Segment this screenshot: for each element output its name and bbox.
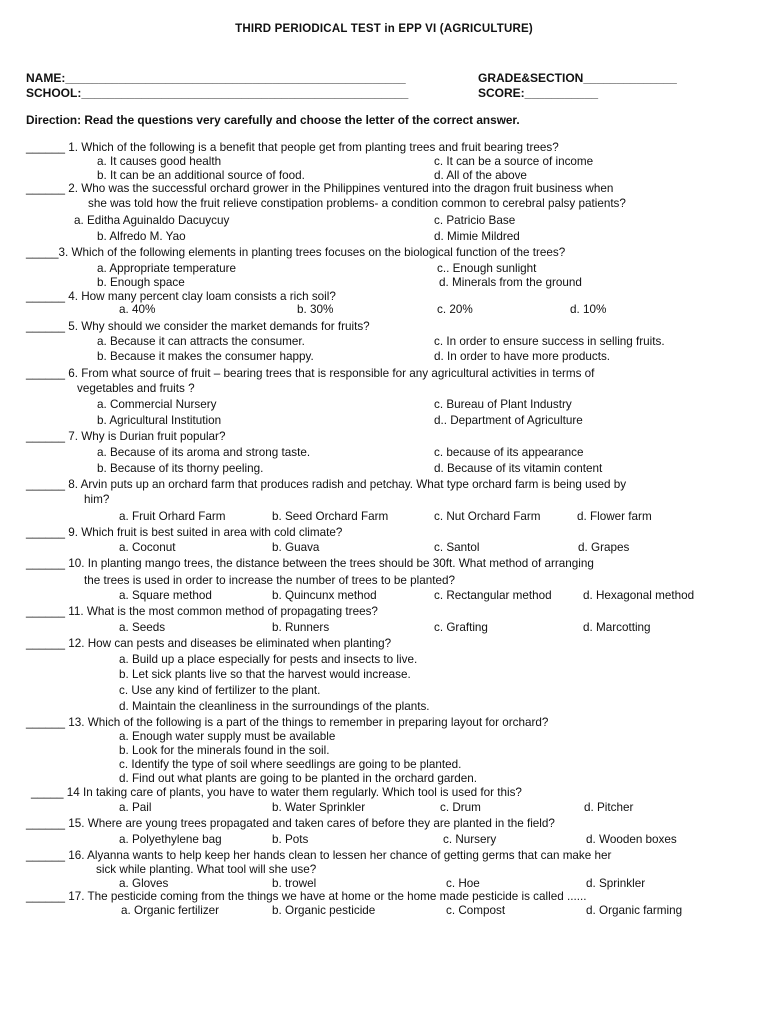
choice-d[interactable]: d. Maintain the cleanliness in the surroundings of the plants. bbox=[119, 700, 430, 713]
choice-c[interactable]: c. Drum bbox=[440, 801, 481, 814]
choice-b[interactable]: b. Look for the minerals found in the soil. bbox=[119, 744, 330, 757]
question-text: _____ 14 In taking care of plants, you have to water them regularly. Which tool is used for this? bbox=[31, 786, 522, 799]
choice-d[interactable]: d. Grapes bbox=[578, 541, 630, 554]
question-text-continued: she was told how the fruit relieve constipation problems- a condition common to cerebral palsy patients? bbox=[88, 197, 626, 210]
score-field[interactable]: SCORE:___________ bbox=[478, 86, 599, 100]
question-text: ______ 4. How many percent clay loam consists a rich soil? bbox=[26, 290, 336, 303]
choice-b[interactable]: b. Organic pesticide bbox=[272, 904, 376, 917]
choice-c[interactable]: c. because of its appearance bbox=[434, 446, 584, 459]
choice-a[interactable]: a. Coconut bbox=[119, 541, 176, 554]
question-text-continued: vegetables and fruits ? bbox=[77, 382, 195, 395]
question-text: _____3. Which of the following elements in planting trees focuses on the biological function of the trees? bbox=[26, 246, 566, 259]
choice-d[interactable]: d. Organic farming bbox=[586, 904, 683, 917]
choice-d[interactable]: d. All of the above bbox=[434, 169, 527, 182]
choice-d[interactable]: d. In order to have more products. bbox=[434, 350, 611, 363]
choice-b[interactable]: b. Because it makes the consumer happy. bbox=[97, 350, 314, 363]
choice-a[interactable]: a. Polyethylene bag bbox=[119, 833, 222, 846]
choice-b[interactable]: b. Quincunx method bbox=[272, 589, 377, 602]
choice-c[interactable]: c. Nursery bbox=[443, 833, 497, 846]
choice-c[interactable]: c. Grafting bbox=[434, 621, 488, 634]
choice-b[interactable]: b. Seed Orchard Farm bbox=[272, 510, 389, 523]
question-text: ______ 5. Why should we consider the market demands for fruits? bbox=[26, 320, 370, 333]
choice-d[interactable]: d. Minerals from the ground bbox=[439, 276, 582, 289]
choice-a[interactable]: a. Pail bbox=[119, 801, 152, 814]
choice-c[interactable]: c. It can be a source of income bbox=[434, 155, 594, 168]
name-field[interactable]: NAME:___________________________________________________ bbox=[26, 71, 406, 85]
choice-c[interactable]: c. Nut Orchard Farm bbox=[434, 510, 541, 523]
question-text: ______ 13. Which of the following is a part of the things to remember in preparing layout for orchard? bbox=[26, 716, 549, 729]
choice-b[interactable]: b. Runners bbox=[272, 621, 330, 634]
choice-b[interactable]: b. Because of its thorny peeling. bbox=[97, 462, 264, 475]
choice-a[interactable]: a. Square method bbox=[119, 589, 212, 602]
choice-d[interactable]: d.. Department of Agriculture bbox=[434, 414, 583, 427]
question-text: ______ 2. Who was the successful orchard grower in the Philippines ventured into the dragon fruit business when bbox=[26, 182, 614, 195]
question-text: ______ 8. Arvin puts up an orchard farm that produces radish and petchay. What type orchard farm is being used by bbox=[26, 478, 627, 491]
choice-b[interactable]: b. Water Sprinkler bbox=[272, 801, 366, 814]
choice-a[interactable]: a. Organic fertilizer bbox=[121, 904, 220, 917]
question-text: ______ 15. Where are young trees propagated and taken cares of before they are planted in the field? bbox=[26, 817, 555, 830]
choice-a[interactable]: a. Commercial Nursery bbox=[97, 398, 217, 411]
choice-d[interactable]: d. Sprinkler bbox=[586, 877, 646, 890]
choice-c[interactable]: c.. Enough sunlight bbox=[437, 262, 537, 275]
choice-d[interactable]: d. Because of its vitamin content bbox=[434, 462, 603, 475]
question-text: ______ 16. Alyanna wants to help keep her hands clean to lessen her chance of getting germs that can make her bbox=[26, 849, 612, 862]
choice-b[interactable]: b. 30% bbox=[297, 303, 334, 316]
choice-c[interactable]: c. 20% bbox=[437, 303, 473, 316]
page-title: THIRD PERIODICAL TEST in EPP VI (AGRICULTURE) bbox=[235, 23, 533, 35]
choice-d[interactable]: d. Wooden boxes bbox=[586, 833, 677, 846]
question-text-continued: him? bbox=[84, 493, 110, 506]
choice-a[interactable]: a. Enough water supply must be available bbox=[119, 730, 336, 743]
question-text: ______ 7. Why is Durian fruit popular? bbox=[26, 430, 226, 443]
choice-a[interactable]: a. Because it can attracts the consumer. bbox=[97, 335, 305, 348]
choice-b[interactable]: b. Agricultural Institution bbox=[97, 414, 222, 427]
question-text: ______ 9. Which fruit is best suited in area with cold climate? bbox=[26, 526, 343, 539]
question-text: ______ 6. From what source of fruit – bearing trees that is responsible for any agricultural activities in terms of bbox=[26, 367, 595, 380]
choice-d[interactable]: d. Flower farm bbox=[577, 510, 652, 523]
choice-c[interactable]: c. Bureau of Plant Industry bbox=[434, 398, 572, 411]
choice-a[interactable]: a. Because of its aroma and strong taste. bbox=[97, 446, 311, 459]
question-text: ______ 17. The pesticide coming from the things we have at home or the home made pesticide is called ...... bbox=[26, 890, 587, 903]
choice-a[interactable]: a. Fruit Orhard Farm bbox=[119, 510, 226, 523]
choice-a[interactable]: a. Seeds bbox=[119, 621, 166, 634]
choice-a[interactable]: a. Appropriate temperature bbox=[97, 262, 237, 275]
choice-c[interactable]: c. Identify the type of soil where seedlings are going to be planted. bbox=[119, 758, 462, 771]
choice-c[interactable]: c. Use any kind of fertilizer to the plant. bbox=[119, 684, 321, 697]
choice-c[interactable]: c. In order to ensure success in selling fruits. bbox=[434, 335, 665, 348]
choice-b[interactable]: b. Alfredo M. Yao bbox=[97, 230, 186, 243]
choice-d[interactable]: d. Marcotting bbox=[583, 621, 651, 634]
choice-b[interactable]: b. Guava bbox=[272, 541, 320, 554]
question-text: ______ 12. How can pests and diseases be eliminated when planting? bbox=[26, 637, 392, 650]
choice-c[interactable]: c. Hoe bbox=[446, 877, 480, 890]
choice-c[interactable]: c. Santol bbox=[434, 541, 480, 554]
choice-b[interactable]: b. It can be an additional source of food. bbox=[97, 169, 305, 182]
choice-c[interactable]: c. Patricio Base bbox=[434, 214, 516, 227]
choice-a[interactable]: a. Editha Aguinaldo Dacuycuy bbox=[74, 214, 230, 227]
choice-a[interactable]: a. Gloves bbox=[119, 877, 169, 890]
choice-d[interactable]: d. Find out what plants are going to be planted in the orchard garden. bbox=[119, 772, 478, 785]
direction-text: Direction: Read the questions very carefully and choose the letter of the correct answer. bbox=[26, 113, 520, 127]
choice-b[interactable]: b. Enough space bbox=[97, 276, 185, 289]
question-text: ______ 11. What is the most common method of propagating trees? bbox=[26, 605, 378, 618]
choice-d[interactable]: d. Mimie Mildred bbox=[434, 230, 520, 243]
school-field[interactable]: SCHOOL:_________________________________________________ bbox=[26, 86, 409, 100]
choice-c[interactable]: c. Compost bbox=[446, 904, 506, 917]
choice-b[interactable]: b. Pots bbox=[272, 833, 309, 846]
question-text-continued: sick while planting. What tool will she use? bbox=[96, 863, 317, 876]
grade-section-field[interactable]: GRADE&SECTION______________ bbox=[478, 71, 677, 85]
choice-d[interactable]: d. Hexagonal method bbox=[583, 589, 695, 602]
question-text: ______ 10. In planting mango trees, the distance between the trees should be 30ft. What method of arranging bbox=[26, 557, 594, 570]
question-text: ______ 1. Which of the following is a benefit that people get from planting trees and fruit bearing trees? bbox=[26, 141, 559, 154]
choice-b[interactable]: b. Let sick plants live so that the harvest would increase. bbox=[119, 668, 411, 681]
choice-a[interactable]: a. It causes good health bbox=[97, 155, 222, 168]
choice-c[interactable]: c. Rectangular method bbox=[434, 589, 552, 602]
choice-a[interactable]: a. 40% bbox=[119, 303, 156, 316]
choice-b[interactable]: b. trowel bbox=[272, 877, 317, 890]
choice-d[interactable]: d. 10% bbox=[570, 303, 607, 316]
choice-a[interactable]: a. Build up a place especially for pests and insects to live. bbox=[119, 653, 418, 666]
choice-d[interactable]: d. Pitcher bbox=[584, 801, 634, 814]
question-text-continued: the trees is used in order to increase the number of trees to be planted? bbox=[84, 574, 455, 587]
